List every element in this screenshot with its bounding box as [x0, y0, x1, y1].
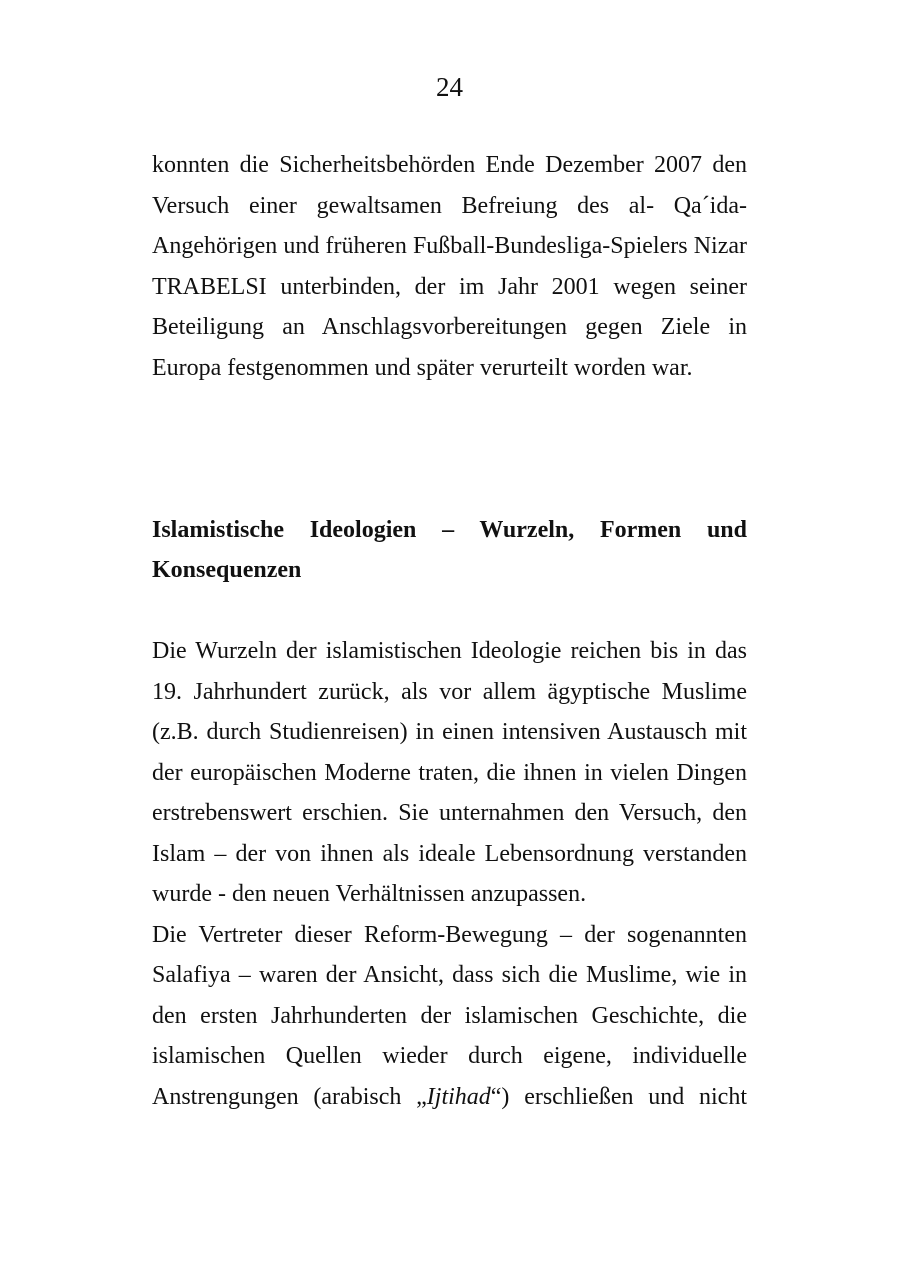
text-line: Beteiligung an Anschlagsvorbereitungen gegen Ziele in — [152, 314, 747, 340]
page-number: 24 — [436, 72, 463, 102]
paragraph-wurzeln — [152, 631, 747, 915]
text-line: 19. Jahrhundert zurück, als vor allem ägyptische Muslime — [152, 678, 747, 705]
text-line: islamischen Quellen wieder durch eigene, individuelle — [152, 1043, 747, 1069]
text-line: Salafiya – waren der Ansicht, dass sich die Muslime, wie in — [152, 962, 747, 988]
text-line: Die Wurzeln der islamistischen Ideologie reichen bis in das — [152, 638, 747, 664]
text-line: erstrebenswert erschien. Sie unternahmen den Versuch, den — [152, 800, 747, 826]
text-line: den ersten Jahrhunderten der islamischen Geschichte, die — [152, 1002, 747, 1029]
text-line: Versuch einer gewaltsamen Befreiung des al- Qa´ida- — [152, 192, 747, 219]
text-line: Islamistische Ideologien – Wurzeln, Formen und — [152, 516, 747, 543]
paragraph-salafiya — [152, 915, 747, 1118]
text-line: Anstrengungen (arabisch „Ijtihad“) erschließen und nicht — [152, 1083, 747, 1110]
text-line: Islam – der von ihnen als ideale Lebensordnung verstanden — [152, 840, 747, 867]
text-line: Konsequenzen — [152, 557, 302, 583]
text-line: Die Vertreter dieser Reform-Bewegung – der sogenannten — [152, 921, 747, 948]
text-line: konnten die Sicherheitsbehörden Ende Dezember 2007 den — [152, 152, 747, 178]
text-block — [152, 145, 747, 1117]
text-line: (z.B. durch Studienreisen) in einen intensiven Austausch mit — [152, 719, 747, 745]
text-line: Angehörigen und früheren Fußball-Bundesliga-Spielers Nizar — [152, 233, 747, 259]
text-line: Europa festgenommen und später verurteilt worden war. — [152, 354, 693, 381]
section-heading — [152, 510, 747, 591]
text-line: TRABELSI unterbinden, der im Jahr 2001 wegen seiner — [152, 273, 747, 300]
paragraph-trabelsi — [152, 145, 747, 388]
text-line: wurde - den neuen Verhältnissen anzupassen. — [152, 881, 587, 907]
text-line: der europäischen Moderne traten, die ihnen in vielen Dingen — [152, 759, 747, 786]
